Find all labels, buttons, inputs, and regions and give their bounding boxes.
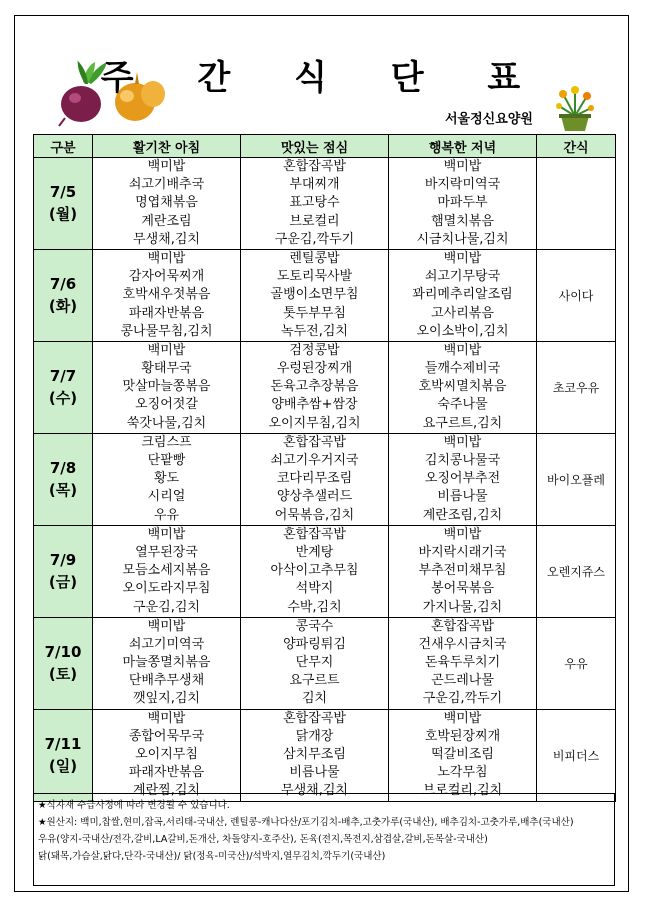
dinner-item: 김치콩나물국 — [424, 453, 501, 468]
breakfast-cell — [93, 525, 241, 617]
dinner-item: 백미밥 — [443, 250, 482, 266]
lunch-item: 반계탕 — [295, 544, 334, 560]
lunch-item: 양배추쌈+쌈장 — [271, 397, 358, 413]
breakfast-cell — [93, 617, 241, 709]
breakfast-item: 오징어젓갈 — [135, 397, 198, 413]
lunch-item: 단무지 — [295, 655, 334, 671]
header-breakfast: 활기찬 아침 — [93, 135, 241, 158]
breakfast-cell — [93, 249, 241, 341]
dinner-item: 호박씨멸치볶음 — [418, 379, 507, 395]
dinner-cell — [389, 525, 537, 617]
dinner-item: 봉어묵볶음 — [431, 581, 494, 597]
day-row — [34, 341, 616, 433]
dinner-item: 부추전미채무침 — [418, 563, 507, 579]
dinner-item: 구운김,깍두기 — [422, 691, 503, 707]
organization-name: 서울정신요양원 — [445, 112, 533, 127]
lunch-cell — [241, 433, 389, 525]
dinner-item: 햄멸치볶음 — [431, 213, 494, 229]
dinner-item: 요구르트,김치 — [422, 415, 503, 431]
breakfast-item: 황태무국 — [141, 361, 192, 377]
lunch-item: 구운김,깍두기 — [274, 231, 355, 247]
dinner-item: 떡갈비조림 — [431, 747, 494, 762]
dinner-item: 백미밥 — [443, 710, 482, 726]
breakfast-cell — [93, 341, 241, 433]
lunch-cell — [241, 617, 389, 709]
dinner-item: 브로컬리,김치 — [422, 783, 503, 799]
dinner-item: 백미밥 — [443, 342, 482, 358]
menu-table — [33, 134, 616, 802]
lunch-item: 도토리묵사발 — [276, 269, 353, 285]
breakfast-item: 크림스프 — [141, 434, 192, 450]
dinner-item: 혼합잡곡밥 — [431, 618, 494, 634]
lunch-item: 부대찌개 — [289, 177, 340, 193]
dinner-cell — [389, 249, 537, 341]
lunch-cell — [241, 249, 389, 341]
dinner-item: 바지락시래기국 — [418, 544, 507, 560]
lunch-item: 코다리무조림 — [276, 471, 353, 487]
day-weekday: (토) — [48, 665, 78, 684]
lunch-item: 닭개장 — [295, 728, 334, 744]
breakfast-item: 황도 — [153, 471, 180, 487]
header-dinner: 행복한 저녁 — [389, 135, 537, 158]
day-label — [34, 341, 93, 433]
dinner-item: 계란조림,김치 — [422, 507, 503, 523]
day-label — [34, 617, 93, 709]
notes-box — [33, 793, 615, 886]
breakfast-item: 쇠고기배추국 — [128, 177, 205, 193]
header-category: 구분 — [34, 135, 93, 158]
breakfast-item: 시리얼 — [147, 489, 186, 505]
dinner-item: 숙주나물 — [437, 397, 488, 413]
lunch-item: 혼합잡곡밥 — [283, 710, 346, 726]
lunch-item: 아삭이고추무침 — [270, 563, 359, 579]
dinner-item: 꽈리메추리알조림 — [412, 287, 513, 303]
dinner-cell — [389, 617, 537, 709]
lunch-item: 검정콩밥 — [289, 342, 340, 358]
breakfast-item: 쑥갓나물,김치 — [126, 415, 207, 431]
day-date: 7/6 — [49, 275, 77, 294]
dinner-item: 백미밥 — [443, 434, 482, 450]
dinner-item: 노각무침 — [437, 765, 488, 781]
day-weekday: (목) — [48, 481, 78, 500]
lunch-item: 녹두전,김치 — [281, 323, 348, 339]
breakfast-cell — [93, 709, 241, 801]
breakfast-item: 호박새우젓볶음 — [122, 287, 211, 303]
dinner-cell — [389, 341, 537, 433]
breakfast-item: 감자어묵찌개 — [128, 269, 205, 285]
day-label — [34, 525, 93, 617]
breakfast-cell — [93, 158, 241, 250]
breakfast-item: 백미밥 — [147, 618, 186, 634]
breakfast-item: 계란조림 — [141, 213, 192, 229]
dinner-item: 시금치나물,김치 — [416, 231, 509, 247]
breakfast-item: 구운김,김치 — [133, 599, 200, 615]
day-date: 7/5 — [49, 183, 77, 202]
day-date: 7/9 — [49, 551, 77, 570]
lunch-cell — [241, 709, 389, 801]
breakfast-item: 무생채,김치 — [133, 231, 200, 247]
day-weekday: (화) — [48, 297, 78, 316]
day-label — [34, 158, 93, 250]
breakfast-item: 백미밥 — [147, 342, 186, 358]
dinner-item: 가지나물,김치 — [422, 599, 503, 615]
day-label — [34, 709, 93, 801]
breakfast-item: 명엽채볶음 — [135, 195, 198, 211]
header-row — [34, 135, 616, 158]
breakfast-item: 파래자반볶음 — [128, 305, 205, 321]
breakfast-item: 깻잎지,김치 — [133, 691, 200, 707]
lunch-item: 골뱅이소면무침 — [270, 287, 359, 303]
lunch-item: 돈육고추장볶음 — [270, 379, 359, 395]
lunch-item: 석박지 — [295, 581, 334, 597]
breakfast-item: 종합어묵무국 — [128, 728, 205, 744]
breakfast-item: 계란찜,김치 — [133, 783, 200, 799]
note-line: ★식자재 수급사정에 따라 변경될 수 있습니다. — [38, 800, 230, 811]
day-weekday: (수) — [48, 389, 78, 408]
lunch-item: 표고탕수 — [289, 195, 340, 211]
lunch-cell — [241, 525, 389, 617]
breakfast-item: 단팥빵 — [147, 453, 186, 468]
lunch-item: 렌틸콩밥 — [289, 250, 340, 266]
day-weekday: (금) — [48, 573, 78, 592]
dinner-item: 건새우시금치국 — [418, 636, 507, 652]
day-date: 7/7 — [49, 367, 77, 386]
header-snack: 간식 — [537, 135, 616, 158]
dinner-cell — [389, 433, 537, 525]
lunch-item: 톳두부무침 — [283, 305, 346, 321]
breakfast-item: 오이도라지무침 — [122, 581, 211, 597]
lunch-item: 무생채,김치 — [281, 783, 348, 799]
day-weekday: (일) — [48, 757, 78, 776]
breakfast-item: 오이지무침 — [135, 747, 198, 762]
page-title: 주 간 식 단 표 — [100, 58, 547, 98]
snack-cell: 초코우유 — [537, 341, 616, 433]
lunch-item: 혼합잡곡밥 — [283, 159, 346, 174]
day-date: 7/10 — [44, 643, 82, 662]
dinner-item: 바지락미역국 — [424, 177, 501, 193]
dinner-item: 들깨수제비국 — [424, 361, 501, 377]
breakfast-item: 쇠고기미역국 — [128, 636, 205, 652]
breakfast-item: 맛살마늘쫑볶음 — [122, 379, 211, 395]
dinner-item: 호박된장찌개 — [424, 728, 501, 744]
day-date: 7/11 — [44, 735, 82, 754]
lunch-item: 쇠고기우거지국 — [270, 453, 359, 468]
snack-cell: 사이다 — [537, 249, 616, 341]
lunch-item: 우렁된장찌개 — [276, 361, 353, 377]
lunch-item: 삼치무조림 — [283, 747, 346, 762]
snack-cell: 바이오플레 — [537, 433, 616, 525]
breakfast-item: 열무된장국 — [135, 544, 198, 560]
dinner-item: 곤드레나물 — [431, 673, 494, 689]
breakfast-item: 콩나물무침,김치 — [120, 323, 213, 339]
header-lunch: 맛있는 점심 — [241, 135, 389, 158]
breakfast-item: 백미밥 — [147, 159, 186, 174]
lunch-item: 양상추샐러드 — [276, 489, 353, 505]
day-row — [34, 709, 616, 801]
lunch-cell — [241, 158, 389, 250]
lunch-item: 혼합잡곡밥 — [283, 526, 346, 542]
day-weekday: (월) — [48, 205, 78, 224]
day-label — [34, 249, 93, 341]
breakfast-item: 우유 — [153, 507, 180, 523]
snack-cell: 비피더스 — [537, 709, 616, 801]
day-row — [34, 525, 616, 617]
breakfast-item: 파래자반볶음 — [128, 765, 205, 781]
lunch-item: 요구르트 — [289, 673, 340, 689]
day-row — [34, 158, 616, 250]
snack-cell: 우유 — [537, 617, 616, 709]
note-line: ★원산지: 백미,찹쌀,현미,잡곡,서리태-국내산, 렌틸콩-캐나다산/포기김치-배추,고춧가루(국내산), 배추김치-고춧가루,배추(국내산) — [38, 817, 574, 828]
breakfast-cell — [93, 433, 241, 525]
breakfast-item: 백미밥 — [147, 526, 186, 542]
lunch-item: 브로컬리 — [289, 213, 340, 229]
lunch-cell — [241, 341, 389, 433]
dinner-cell — [389, 158, 537, 250]
lunch-item: 어묵볶음,김치 — [274, 507, 355, 523]
breakfast-item: 백미밥 — [147, 710, 186, 726]
lunch-item: 콩국수 — [295, 618, 334, 634]
breakfast-item: 마늘쫑멸치볶음 — [122, 655, 211, 671]
note-line: 닭(돼목,가슴살,닭다,단각-국내산)/ 닭(정육-미국산)/석박지,열무김치,깍두기(국내산) — [38, 851, 386, 862]
day-date: 7/8 — [49, 459, 77, 478]
dinner-item: 고사리볶음 — [431, 305, 494, 321]
day-row — [34, 433, 616, 525]
snack-cell — [537, 158, 616, 250]
dinner-item: 돈육두루치기 — [424, 655, 501, 671]
dinner-item: 마파두부 — [437, 195, 488, 211]
lunch-item: 수박,김치 — [287, 599, 342, 615]
dinner-item: 비름나물 — [437, 489, 488, 505]
breakfast-item: 모듬소세지볶음 — [122, 563, 211, 579]
dinner-item: 백미밥 — [443, 159, 482, 174]
lunch-item: 비름나물 — [289, 765, 340, 781]
day-row — [34, 617, 616, 709]
snack-cell: 오렌지쥬스 — [537, 525, 616, 617]
dinner-item: 백미밥 — [443, 526, 482, 542]
lunch-item: 양파링튀김 — [283, 636, 346, 652]
dinner-item: 오징어부추전 — [424, 471, 501, 487]
note-line: 우유(양지-국내산/전각,갈비,LA갈비,돈개산, 차돌양지-호주산), 돈육(전지,목전지,삼겹살,갈비,돈목살-국내산) — [38, 834, 488, 845]
day-row — [34, 249, 616, 341]
dinner-item: 쇠고기무탕국 — [424, 269, 501, 285]
breakfast-item: 백미밥 — [147, 250, 186, 266]
day-label — [34, 433, 93, 525]
lunch-item: 김치 — [301, 691, 328, 707]
dinner-cell — [389, 709, 537, 801]
breakfast-item: 단배추무생채 — [128, 673, 205, 689]
dinner-item: 오이소박이,김치 — [416, 323, 509, 339]
lunch-item: 혼합잡곡밥 — [283, 434, 346, 450]
lunch-item: 오이지무침,김치 — [268, 415, 361, 431]
